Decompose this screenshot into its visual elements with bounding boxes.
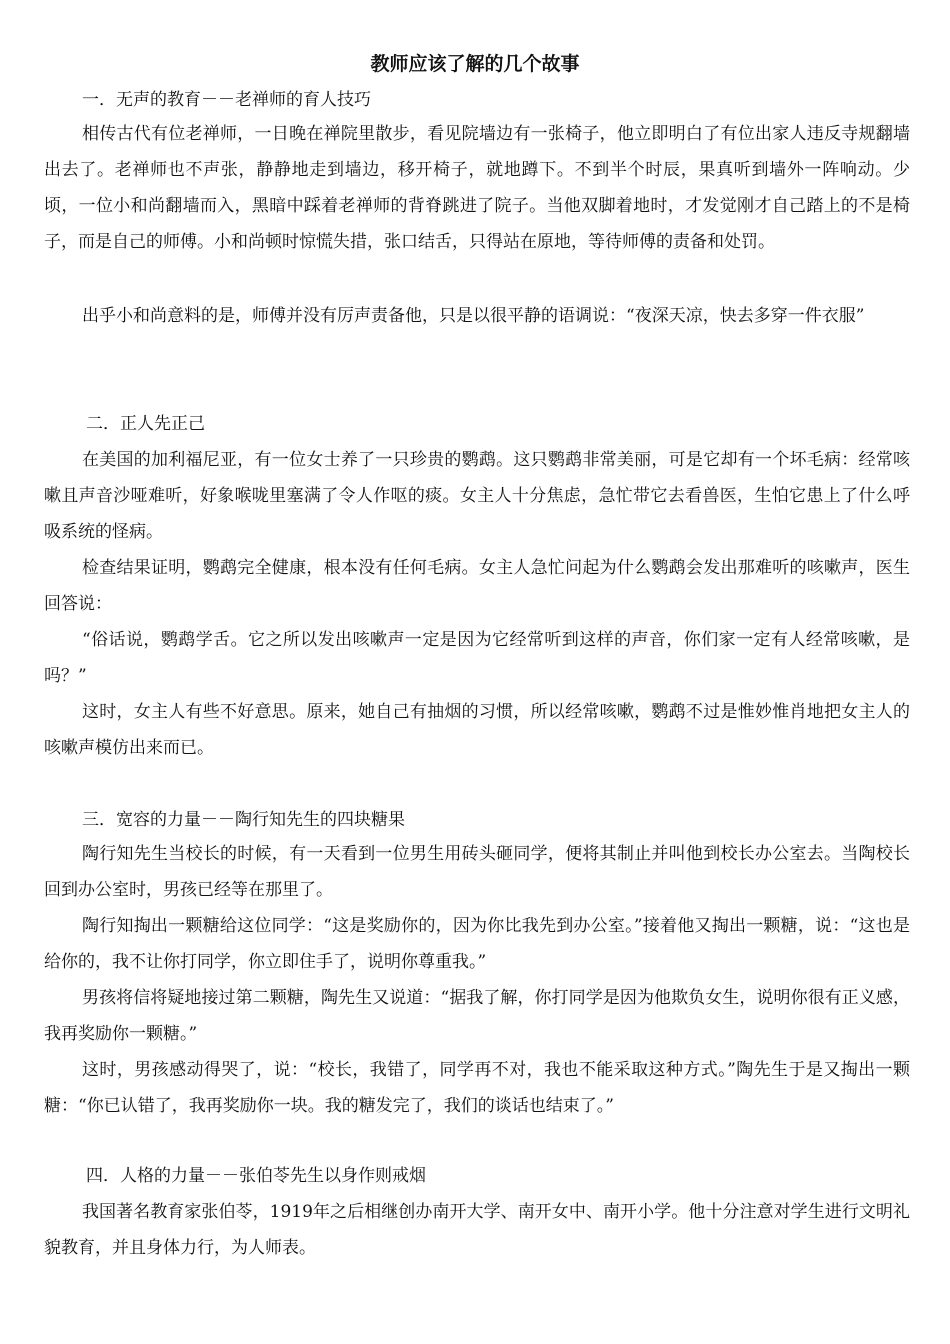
section-2-paragraph-3: “俗话说，鹦鹉学舌。它之所以发出咳嗽声一定是因为它经常听到这样的声音，你们家一定有人经常咳嗽，是吗？” bbox=[44, 630, 910, 686]
section-2-paragraph-4: 这时，女主人有些不好意思。原来，她自己有抽烟的习惯，所以经常咳嗽，鹦鹉不过是惟妙惟肖地把女主人的咳嗽声模仿出来而已。 bbox=[44, 702, 910, 758]
section-3-paragraph-3: 男孩将信将疑地接过第二颗糖，陶先生又说道：“据我了解，你打同学是因为他欺负女生，说明你很有正义感，我再奖励你一颗糖。” bbox=[44, 988, 910, 1044]
section-4-heading: 四．人格的力量－－张伯苓先生以身作则戒烟 bbox=[86, 1166, 426, 1186]
section-3-paragraph-2: 陶行知掏出一颗糖给这位同学：“这是奖励你的，因为你比我先到办公室。”接着他又掏出一颗糖，说：“这也是给你的，我不让你打同学，你立即住手了，说明你尊重我。” bbox=[44, 916, 910, 972]
section-2-paragraph-1: 在美国的加利福尼亚，有一位女士养了一只珍贵的鹦鹉。这只鹦鹉非常美丽，可是它却有一个坏毛病：经常咳嗽且声音沙哑难听，好象喉咙里塞满了令人作呕的痰。女主人十分焦虑，急忙带它去看兽医，生怕它患上了什么呼吸系统的怪病。 bbox=[44, 450, 910, 542]
section-3-paragraph-4: 这时，男孩感动得哭了，说：“校长，我错了，同学再不对，我也不能采取这种方式。”陶先生于是又掏出一颗糖：“你已认错了，我再奖励你一块。我的糖发完了，我们的谈话也结束了。” bbox=[44, 1060, 910, 1116]
section-1-paragraph-1: 相传古代有位老禅师，一日晚在禅院里散步，看见院墙边有一张椅子，他立即明白了有位出家人违反寺规翻墙出去了。老禅师也不声张，静静地走到墙边，移开椅子，就地蹲下。不到半个时辰，果真听到墙外一阵响动。少顷，一位小和尚翻墙而入，黑暗中踩着老禅师的背脊跳进了院子。当他双脚着地时，才发觉刚才自己踏上的不是椅子，而是自己的师傅。小和尚顿时惊慌失措，张口结舌，只得站在原地，等待师傅的责备和处罚。 bbox=[44, 124, 910, 252]
section-2-paragraph-2: 检查结果证明，鹦鹉完全健康，根本没有任何毛病。女主人急忙问起为什么鹦鹉会发出那难听的咳嗽声，医生回答说： bbox=[44, 558, 910, 614]
section-1-heading: 一．无声的教育－－老禅师的育人技巧 bbox=[82, 90, 371, 110]
document-title: 教师应该了解的几个故事 bbox=[370, 53, 580, 75]
section-2-heading: 二．正人先正己 bbox=[86, 414, 205, 434]
section-3-heading: 三．宽容的力量－－陶行知先生的四块糖果 bbox=[82, 810, 405, 830]
section-3-paragraph-1: 陶行知先生当校长的时候，有一天看到一位男生用砖头砸同学，便将其制止并叫他到校长办公室去。当陶校长回到办公室时，男孩已经等在那里了。 bbox=[44, 844, 910, 900]
section-4-paragraph-1: 我国著名教育家张伯苓，1919年之后相继创办南开大学、南开女中、南开小学。他十分注意对学生进行文明礼貌教育，并且身体力行，为人师表。 bbox=[44, 1202, 910, 1258]
section-1-paragraph-2: 出乎小和尚意料的是，师傅并没有厉声责备他，只是以很平静的语调说：“夜深天凉，快去多穿一件衣服” bbox=[82, 306, 865, 326]
